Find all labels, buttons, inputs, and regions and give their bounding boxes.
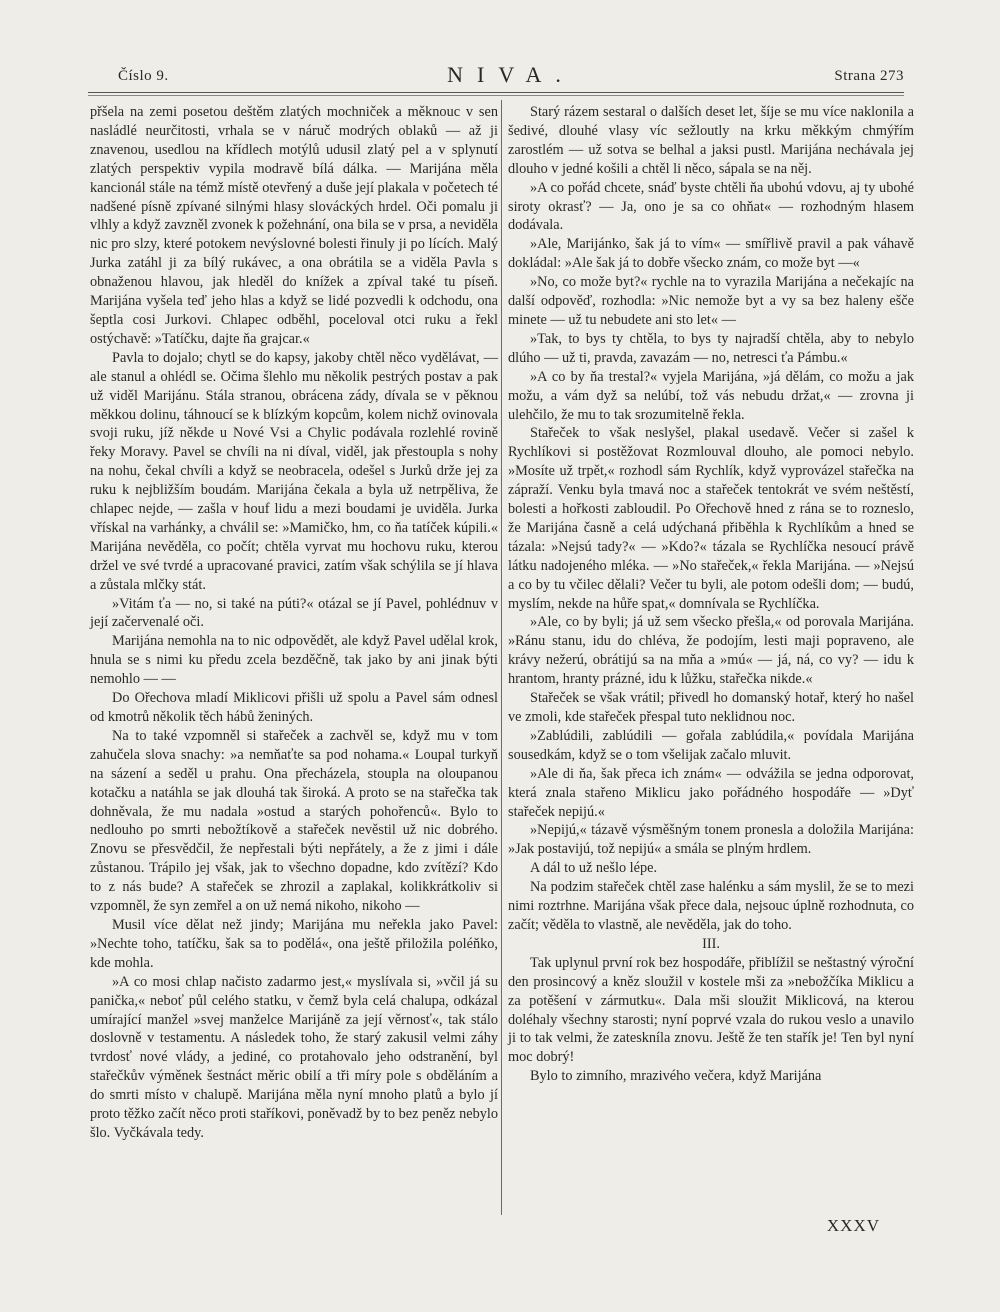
issue-number: Číslo 9. — [118, 68, 169, 84]
right-paragraph: Stařeček se však vrátil; přivedl ho domanský hotař, který ho našel ve zmoli, kde stařeček přespal tuto neklidnou noc. — [508, 690, 914, 725]
right-paragraph: »No, co može byt?« rychle na to vyrazila Marijána a nečekajíc na další odpověď, rozhodla: »Nic nemože byt a vy sa bez haleny ešče minete — už tu nebudete ani sto let« — — [508, 274, 914, 328]
right-paragraph: »Nepijú,« tázavě výsměšným tonem pronesla a doložila Marijána: »Jak postavijú, tož nepijú« a smála se plným hrdlem. — [508, 822, 914, 858]
right-paragraph: Tak uplynul první rok bez hospodáře, přiblížil se neštastný výroční den prosincový a kněz sloužil v kostele mši za »nebožčíka Miklicu a za potěšení v zármutku«. Dala mši sloužit Miklicová, na kterou doléhaly všechny starosti; nyní poprvé vzala do rukou veslo a unavilo ji to tak velmi, že zateskníla znovu. Ještě že ten stařík je! Ten byl nyní moc dobrý! — [508, 954, 914, 1066]
left-paragraph: Pavla to dojalo; chytl se do kapsy, jakoby chtěl něco vydělávat, — ale stanul a ohlédl se. Očima šlehlo mu několik pestrých postav a pak už viděl Marijánu. Stála stranou, obrácena zády, dívala se v pěknou měkkou dolinu, táhnoucí se k blízkým kopcům, kolem nichž ovinovala svoji ruku, jíž někde u Nové Vsi a Chylic podávala rozlehlé rovině řeky Moravy. Pavel se chvíli na ni díval, viděl, jak přestoupla s nohy na nohu, čekal chvíli a když se neobracela, odešel s Jurků drže jej za ruku k nejbližším boudám. Marijána čekala a byla už netrpěliva, že chlapec nejde, — zašla v houf lidu a mezi boudami je uviděla. Jurka vřískal na varhánky, a chválil se: »Mamičko, hm, co ňa tatíček kúpili.« Marijána nevěděla, co počít; chtěla vyrvat mu hochovu ruku, kterou držel ve své tvrdé a upracované pravici, zatím však schýlila se jí hlava a zůstala mlčky stát. — [90, 349, 498, 593]
left-column — [90, 103, 498, 1143]
header-rule — [88, 92, 904, 93]
journal-title: NIVA. — [447, 62, 575, 87]
signature-mark: XXXV — [826, 1216, 880, 1235]
right-paragraph: Starý rázem sestaral o dalších deset let, šíje se mu více naklonila a šedivé, dlouhé vlasy víc sežloutly na krku měkkým chmýřím zarostlém — už sotva se belhal a jaksi pustl. Marijána nechávala jej dlouho v jedné košili a chtěl li něco, sápala se na něj. — [508, 104, 914, 177]
right-paragraph: »Ale, Marijánko, šak já to vím« — smířlivě pravil a pak váhavě dokládal: »Ale šak já to dobře všecko znám, co može byt —« — [508, 236, 914, 272]
right-paragraph: »Zablúdili, zablúdili — gořala zablúdila,« povídala Marijána sousedkám, když se o tom všelijak začalo mluvit. — [508, 727, 914, 763]
right-paragraph: »A co by ňa trestal?« vyjela Marijána, »já dělám, co možu a jak možu, a vám dyž sa nelúbí, tož vás nebudu držat,« — zrovna ji ulehčilo, že mu to tak srozumitelně řekla. — [508, 368, 914, 423]
right-paragraph: »Ale di ňa, šak přeca ich znám« — odvážila se jedna odporovat, která znala stařeno Miklicu jako pořádného hospodáře — »Dyť stařeček nepijú.« — [508, 765, 914, 820]
right-paragraph: »A co pořád chcete, snáď byste chtěli ňa ubohú vdovu, aj ty ubohé siroty okrasť? — Ja, ono je sa co ohňat« — rozhodným hlasem dodávala. — [508, 179, 914, 234]
left-paragraph: přšela na zemi posetou deštěm zlatých mochniček a měknouc v sen nasládlé neurčitosti, vrhala se v náruč modrých oblaků — až ji znavenou, usedlou na křídlech motýlů udusil zlatý pel a v splynutí zlatých perspektiv vypila modravě bílá dálka. — Marijána měla kancionál stále na témž místě otevřený a duše její plakala v početech té nadšené písně zpívané silnými hlasy slováckých hrdel. Oči pomalu ji vlhly a když zavzněl zvonek k požehnání, ona bila se v prsa, a neviděla nic pro slzy, které potokem nevýslovné bolesti řinuly ji po lících. Malý Jurka zatáhl ji za bílý rukávec, a ona obrátila se a viděla Pavla s obnaženou hlavou, jak hleděl do knížek a zpíval také tu píseň. Marijána vyšela teď jeho hlas a když se lidé pozvedli k odchodu, ona šeptla cosi Jurkovi. Chlapec odběhl, poceloval otci ruku a řekl ostýchavě: »Tatíčku, dajte ňa grajcar.« — [90, 104, 498, 347]
left-paragraph: Na to také vzpomněl si stařeček a zachvěl se, když mu v tom zahučela slova snachy: »a nemňaťte sa pod nohama.« Loupal turkyň na sázení a seděl u prahu. Ona přecházela, stoupla na oloupanou kotačku a natáhla se jak dlouhá tak široká. A proto se na stařečka tak dohněvala, že mu nadala »ostud a starých pohořenců«. Bylo to nedlouho po smrti nebožtíkově a stařeček nevěstil už nic dobrého. Znovu se přesvědčil, že nepřestali býti nepřátely, a že z jimi i dále zůstanou. Trápilo jej však, jak to všechno dopadne, kdo zvítězí? Kdo to z nás bude? A stařeček se zhrozil a zaplakal, kolikkrátkoliv si vzpomněl, že syn zemřel a on už nemá nikoho, nikoho — — [90, 727, 498, 915]
section-heading: III. — [702, 935, 720, 952]
page-number: Strana 273 — [834, 68, 904, 84]
right-paragraph: Bylo to zimního, mrazivého večera, když Marijána — [530, 1068, 822, 1085]
page-header — [118, 62, 904, 92]
right-column — [508, 103, 914, 1086]
right-paragraph: »Ale, co by byli; já už sem všecko přešla,« od porovala Marijána. »Ránu stanu, idu do chléva, že podojím, lesti maji popraveno, ale krávy nežerú, obrátijú sa na mňa a »mú« — já, ná, co vy? — idu k hrantom, hranty prázné, idu k lůžku, stařečka nikde.« — [508, 614, 914, 688]
left-paragraph: Do Ořechova mladí Miklicovi přišli už spolu a Pavel sám odnesl od kmotrů několik těch hábů ženiných. — [90, 690, 498, 725]
right-paragraph: Stařeček to však neslyšel, plakal usedavě. Večer si zašel k Rychlíkovi si postěžovat Rozmlouval dlouho, ale pomoci nebylo. »Mosíte už trpět,« rozhodl sám Rychlík, když vyprovázel stařečka na zápraží. Venku byla tmavá noc a stařeček tentokrát ve svém neštěstí, bolesti a hořkosti zabloudil. Po Ořechově hned z rána se to rozneslo, že Marijána časně a celá udýchaná přiběhla k Rychlíkům a hned se tázala: »Nejsú tady?« — »Kdo?« tázala se Rychlíčka nesoucí právě látku nadojeného mléka. — »No stařeček,« řekla Marijána. — »Nejsú a co by tu včilec dělali? Večer tu byli, ale potom odešli dom; — budú, myslím, nekde na hůře spat,« domnívala se Rychlíčka. — [508, 425, 914, 612]
header-rule-thin — [88, 95, 904, 96]
left-paragraph: Musil více dělat než jindy; Marijána mu neřekla jako Pavel: »Nechte toho, tatíčku, šak sa to podělá«, ona ještě přiložila poléňko, kde mohla. — [90, 916, 498, 971]
left-paragraph: »A co mosi chlap načisto zadarmo jest,« myslívala si, »včil já su panička,« neboť půl celého statku, v čemž byla celá chalupa, odkázal umírající manžel »svej manželce Marijáně za její věrnosť«, tak stálo doslovně v testamentu. A následek toho, že starý zakusil velmi záhy tvrdosť nové vlády, a jediné, co protahovalo jeho odstranění, byl stařečkův výměnek šestnáct měric obilí a tři míry pole s obděláním a do smrti místo v chalupě. Marijána měla nyní mnoho platů a bylo jí proto těžko začít něco proti staříkovi, poněvadž by to bez peněz nebylo šlo. Vyčkávala tedy. — [90, 973, 498, 1141]
right-paragraph: Na podzim stařeček chtěl zase halénku a sám myslil, že se to mezi nimi roztrhne. Marijána však přece dala, nejsouc úplně rozhodnuta, co začít; věděla to vlastně, ale nevěděla, jak do toho. — [508, 879, 914, 933]
left-paragraph: »Vitám ťa — no, si také na púti?« otázal se jí Pavel, pohlédnuv v její začervenalé oči. — [90, 595, 498, 631]
right-paragraph: A dál to už nešlo lépe. — [530, 860, 658, 877]
column-divider — [501, 100, 502, 1215]
left-paragraph: Marijána nemohla na to nic odpovědět, ale když Pavel udělal krok, hnula se s nimi ku předu zcela bezděčně, tak jako by ani jinak býti nemohlo — — — [90, 633, 498, 688]
right-paragraph: »Tak, to bys ty chtěla, to bys ty najradší chtěla, aby to nebylo dlúho — už ti, pravda, zavazám — no, netresci ťa Pámbu.« — [508, 330, 914, 366]
